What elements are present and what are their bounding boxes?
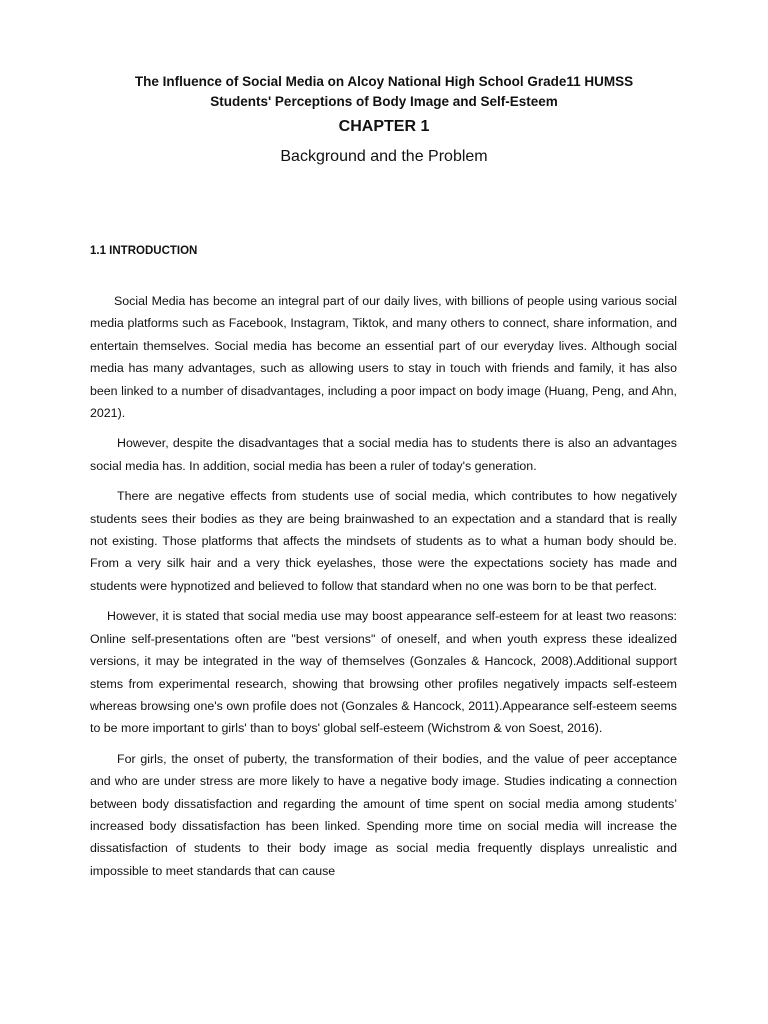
- section-heading: 1.1 INTRODUCTION: [90, 245, 198, 257]
- paragraph: However, despite the disadvantages that a social media has to students there is also an advantages social media has. In addition, social media has been a ruler of today's generation.: [90, 436, 677, 473]
- paragraph: Social Media has become an integral part of our daily lives, with billions of people using various social media platforms such as Facebook, Instagram, Tiktok, and many others to connect, share information, and entertain themselves. Social media has become an essential part of our everyday lives. Although social media has many advantages, such as allowing users to stay in touch with friends and family, it has also been linked to a number of disadvantages, including a poor impact on body image (Huang, Peng, and Ahn, 2021).: [90, 294, 677, 421]
- paragraph: There are negative effects from students use of social media, which contributes to how negatively students sees their bodies as they are being brainwashed to an expectation and a standard that is really not existing. Those platforms that affects the mindsets of students as to what a human body should be. From a very silk hair and a very thick eyelashes, those were the expectations society has made and students were hypnotized and believed to follow that standard when no one was born to be that perfect.: [90, 489, 677, 593]
- chapter-heading: CHAPTER 1: [338, 118, 430, 135]
- chapter-subtitle: Background and the Problem: [280, 148, 488, 165]
- title-line-2: Students' Perceptions of Body Image and Self-Esteem: [210, 94, 558, 109]
- title-line-1: The Influence of Social Media on Alcoy National High School Grade11 HUMSS: [134, 74, 634, 89]
- paragraph: For girls, the onset of puberty, the transformation of their bodies, and the value of peer acceptance and who are under stress are more likely to have a negative body image. Studies indicating a connection between body dissatisfaction and regarding the amount of time spent on social media among students’ increased body dissatisfaction has been linked. Spending more time on social media will increase the dissatisfaction of students to their body image as social media frequently displays unrealistic and impossible to meet standards that can cause: [90, 751, 677, 878]
- body-text: [90, 290, 677, 890]
- paragraph: However, it is stated that social media use may boost appearance self-esteem for at least two reasons: Online self-presentations often are "best versions" of oneself, and when youth express these idealized versions, it may be integrated in the way of themselves (Gonzales & Hancock, 2008).Additional support stems from experimental research, showing that browsing other profiles negatively impacts self-esteem whereas browsing one's own profile does not (Gonzales & Hancock, 2011).Appearance self-esteem seems to be more important to girls' than to boys' global self-esteem (Wichstrom & von Soest, 2016).: [90, 609, 677, 736]
- document-title: [60, 72, 708, 112]
